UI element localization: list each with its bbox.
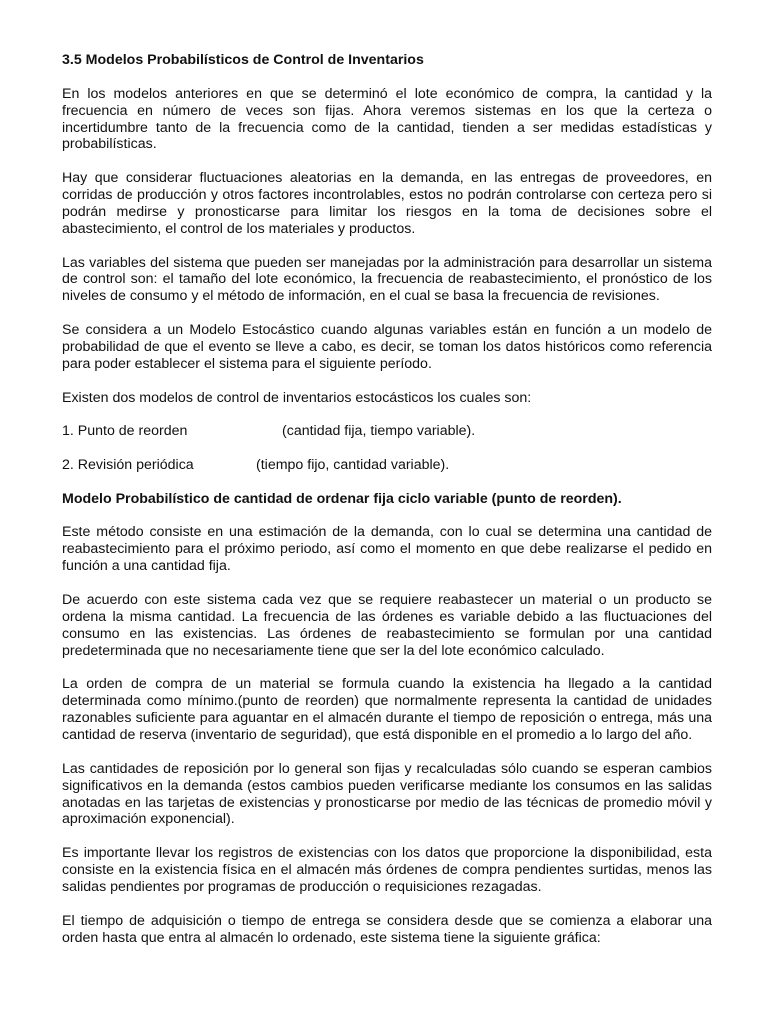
paragraph: Hay que considerar fluctuaciones aleatorias en la demanda, en las entregas de proveedores, en corridas de producción y otros factores incontrolables, estos no podrán controlarse con certeza pero si podrán medirse y pronosticarse para limitar los riesgos en la toma de decisiones sobre el abastecimiento, el control de los materiales y productos. [62,170,712,237]
paragraph: El tiempo de adquisición o tiempo de entrega se considera desde que se comienza a elaborar una orden hasta que entra al almacén lo ordenado, este sistema tiene la siguiente gráfica: [62,912,712,946]
paragraph: De acuerdo con este sistema cada vez que se requiere reabastecer un material o un producto se ordena la misma cantidad. La frecuencia de las órdenes es variable debido a las fluctuaciones del consumo en las existencias. Las órdenes de reabastecimiento se formulan por una cantidad predeterminada que no necesariamente tiene que ser la del lote económico calculado. [62,591,712,659]
paragraph: Las cantidades de reposición por lo general son fijas y recalculadas sólo cuando se esperan cambios significativos en la demanda (estos cambios pueden verificarse mediante los consumos en las salidas anotadas en las tarjetas de existencias y pronosticarse por medio de las técnicas de promedio móvil y aproximación exponencial). [62,760,712,828]
paragraph: Es importante llevar los registros de existencias con los datos que proporcione la disponibilidad, esta consiste en la existencia física en el almacén más órdenes de compra pendientes surtidas, menos las salidas pendientes por programas de producción o requisiciones rezagadas. [62,845,712,895]
section-title: 3.5 Modelos Probabilísticos de Control de Inventarios [62,52,424,68]
list-item [62,457,712,474]
subsection-title: Modelo Probabilístico de cantidad de ordenar fija ciclo variable (punto de reorden). [62,490,622,507]
paragraph: Las variables del sistema que pueden ser manejadas por la administración para desarrollar un sistema de control son: el tamaño del lote económico, la frecuencia de reabastecimiento, el pronóstico de los niveles de consumo y el método de información, en el cual se basa la frecuencia de revisiones. [62,254,712,305]
model-name: 2. Revisión periódica [62,456,194,473]
paragraph: La orden de compra de un material se formula cuando la existencia ha llegado a la cantidad determinada como mínimo.(punto de reorden) que normalmente representa la cantidad de unidades razonables suficiente para aguantar en el almacén durante el tiempo de reposición o entrega, más una cantidad de reserva (inventario de seguridad), que está disponible en el promedio a lo largo del año. [62,676,712,744]
paragraph: Este método consiste en una estimación de la demanda, con lo cual se determina una cantidad de reabastecimiento para el próximo periodo, así como el momento en que debe realizarse el pedido en función a una cantidad fija. [62,524,712,575]
model-name: 1. Punto de reorden [62,423,188,440]
paragraph: Existen dos modelos de control de inventarios estocásticos los cuales son: [62,389,532,406]
list-item [62,423,712,440]
model-description: (tiempo fijo, cantidad variable). [256,456,450,473]
document-page [62,52,712,963]
model-description: (cantidad fija, tiempo variable). [282,423,476,440]
paragraph: Se considera a un Modelo Estocástico cuando algunas variables están en función a un modelo de probabilidad de que el evento se lleve a cabo, es decir, se toman los datos históricos como referencia para poder establecer el sistema para el siguiente período. [62,322,712,372]
paragraph: En los modelos anteriores en que se determinó el lote económico de compra, la cantidad y la frecuencia en número de veces son fijas. Ahora veremos sistemas en los que la certeza o incertidumbre tanto de la frecuencia como de la cantidad, tienden a ser medidas estadísticas y probabilísticas. [62,85,712,153]
